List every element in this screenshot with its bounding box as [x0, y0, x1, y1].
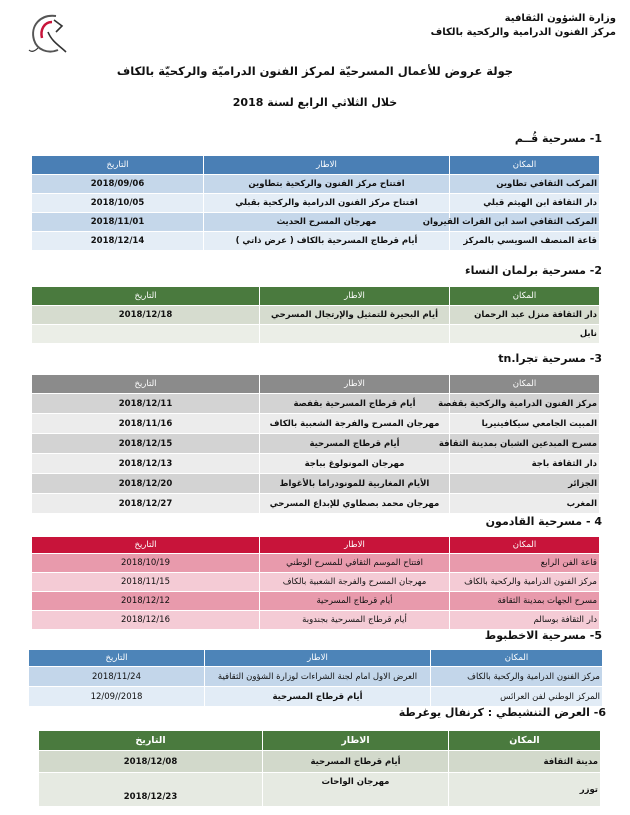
cell-date: 2018//12/09	[29, 687, 205, 707]
section-heading-4: 4 - مسرحية القادمون	[485, 515, 602, 528]
cell-place: المغرب	[450, 494, 600, 514]
column-header-place: المكان	[450, 156, 600, 175]
table-row	[32, 494, 600, 514]
table-row	[32, 414, 600, 434]
table-row	[32, 306, 600, 325]
cell-place: الجزائر	[450, 474, 600, 494]
schedule-table-3	[31, 374, 600, 514]
column-header-date: التاريخ	[32, 537, 260, 554]
cell-date	[32, 325, 260, 344]
table-row	[32, 194, 600, 213]
cell-date: 2018/12/15	[32, 434, 260, 454]
cell-frame: أيام البحيرة للتمثيل والإرتجال المسرحي	[260, 306, 450, 325]
cell-date: 2018/12/08	[39, 751, 263, 773]
cell-frame: مهرجان المونولوغ بباجة	[260, 454, 450, 474]
cell-date: 2018/11/01	[32, 213, 204, 232]
schedule-table-5	[28, 649, 603, 707]
cell-place: المبيت الجامعي سيكافينيريا	[450, 414, 600, 434]
column-header-place: المكان	[431, 650, 603, 667]
cell-frame: العرض الاول امام لجنة الشراءات لوزارة الشؤون الثقافية	[205, 667, 431, 687]
page-title: جولة عروض للأعمال المسرحيّة لمركز الفنون الدراميّة والركحيّة بالكاف	[116, 64, 514, 78]
column-header-frame: الاطار	[204, 156, 450, 175]
cell-date: 2018/12/20	[32, 474, 260, 494]
column-header-date: التاريخ	[32, 156, 204, 175]
table-header-row	[39, 731, 601, 751]
table-row	[32, 611, 600, 630]
table-row	[29, 687, 603, 707]
table-row	[39, 773, 601, 807]
cell-place: المركب الثقافي تطاوين	[450, 175, 600, 194]
schedule-table-2	[31, 286, 600, 344]
cell-frame: أيام قرطاج المسرحية بجندوبة	[260, 611, 450, 630]
cell-place: مسرح الجهات بمدينة الثقافة	[450, 592, 600, 611]
table-header-row	[32, 287, 600, 306]
table-header-row	[32, 375, 600, 394]
cell-frame: افتتاح الموسم الثقافي للمسرح الوطني	[260, 554, 450, 573]
cell-place: المركب الثقافي اسد ابن الفرات القيروان	[450, 213, 600, 232]
cell-place: نابل	[450, 325, 600, 344]
cell-frame: أيام قرطاج المسرحية	[260, 434, 450, 454]
column-header-date: التاريخ	[32, 375, 260, 394]
cell-place: قاعة المنصف السويسي بالمركز	[450, 232, 600, 251]
cell-place: مركز الفنون الدرامية والركحية بقفصة	[450, 394, 600, 414]
ministry-header	[431, 12, 616, 40]
cell-place: مركز الفنون الدرامية والركحية بالكاف	[450, 573, 600, 592]
section-heading-3: 3- مسرحية تجرا.tn	[498, 352, 602, 365]
schedule-table-1	[31, 155, 600, 251]
cell-date: 2018/12/23	[39, 773, 263, 807]
cell-place: مركز الفنون الدرامية والركحية بالكاف	[431, 667, 603, 687]
cell-date: 2018/12/12	[32, 592, 260, 611]
cell-date: 2018/12/27	[32, 494, 260, 514]
table-row	[32, 573, 600, 592]
table-row	[32, 592, 600, 611]
section-heading-1: 1- مسرحية قُــم	[514, 132, 602, 145]
section-heading-5: 5- مسرحية الاخطبوط	[484, 629, 602, 642]
column-header-frame: الاطار	[263, 731, 449, 751]
cell-frame: أيام قرطاج المسرحية	[260, 592, 450, 611]
cell-place: دار الثقافة بوسالم	[450, 611, 600, 630]
cell-date: 2018/09/06	[32, 175, 204, 194]
cell-place: دار الثقافة منزل عبد الرحمان	[450, 306, 600, 325]
cell-place: المركز الوطني لفن العرائس	[431, 687, 603, 707]
cell-place: دار الثقافة باجة	[450, 454, 600, 474]
schedule-table-6	[38, 730, 601, 807]
column-header-date: التاريخ	[39, 731, 263, 751]
column-header-place: المكان	[450, 287, 600, 306]
table-header-row	[32, 537, 600, 554]
schedule-table-4	[31, 536, 600, 630]
table-row	[32, 325, 600, 344]
cell-date: 2018/11/15	[32, 573, 260, 592]
column-header-frame: الاطار	[260, 287, 450, 306]
cell-date: 2018/11/24	[29, 667, 205, 687]
cell-frame: أيام قرطاج المسرحية بقفصة	[260, 394, 450, 414]
table-row	[32, 474, 600, 494]
table-row	[32, 175, 600, 194]
section-heading-2: 2- مسرحية برلمان النساء	[465, 264, 602, 277]
table-row	[32, 394, 600, 414]
cell-place: قاعة الفن الرابع	[450, 554, 600, 573]
cell-date: 2018/12/13	[32, 454, 260, 474]
table-header-row	[32, 156, 600, 175]
cell-frame: مهرجان الواحات	[263, 773, 449, 807]
cell-date: 2018/12/11	[32, 394, 260, 414]
section-heading-6: 6- العرض التنشيطي : كرنفال يوغرطة	[398, 706, 606, 719]
cell-frame: مهرجان محمد بصطاوي للإبداع المسرحي	[260, 494, 450, 514]
table-row	[32, 434, 600, 454]
cell-date: 2018/12/14	[32, 232, 204, 251]
column-header-frame: الاطار	[205, 650, 431, 667]
column-header-frame: الاطار	[260, 375, 450, 394]
cell-frame: مهرجان المسرح الحديث	[204, 213, 450, 232]
cell-frame: افتتاح مركز الفنون والركحية بتطاوين	[204, 175, 450, 194]
cell-date: 2018/10/19	[32, 554, 260, 573]
cell-date: 2018/12/16	[32, 611, 260, 630]
table-row	[32, 454, 600, 474]
cell-place: مسرح المبدعين الشبان بمدينة الثقافة	[450, 434, 600, 454]
cell-date: 2018/12/18	[32, 306, 260, 325]
table-row	[32, 554, 600, 573]
column-header-place: المكان	[449, 731, 601, 751]
center-logo-icon	[26, 12, 72, 56]
column-header-date: التاريخ	[32, 287, 260, 306]
column-header-date: التاريخ	[29, 650, 205, 667]
cell-frame: مهرجان المسرح والفرجة الشعبية بالكاف	[260, 573, 450, 592]
column-header-place: المكان	[450, 375, 600, 394]
cell-frame: أيام قرطاج المسرحية	[263, 751, 449, 773]
column-header-frame: الاطار	[260, 537, 450, 554]
ministry-name: وزارة الشؤون الثقافية	[504, 13, 616, 24]
cell-date: 2018/11/16	[32, 414, 260, 434]
table-row	[32, 213, 600, 232]
table-row	[32, 232, 600, 251]
cell-date: 2018/10/05	[32, 194, 204, 213]
cell-place: توزر	[449, 773, 601, 807]
cell-frame: الأيام المغاربية للمونودراما بالأغواط	[260, 474, 450, 494]
table-header-row	[29, 650, 603, 667]
cell-place: دار الثقافة ابن الهيثم قبلي	[450, 194, 600, 213]
page-subtitle: خلال الثلاثي الرابع لسنة 2018	[232, 96, 398, 109]
center-name: مركز الفنون الدرامية والركحية بالكاف	[430, 27, 616, 38]
cell-frame	[260, 325, 450, 344]
cell-place: مدينة الثقافة	[449, 751, 601, 773]
column-header-place: المكان	[450, 537, 600, 554]
cell-frame: مهرجان المسرح والفرجة الشعبية بالكاف	[260, 414, 450, 434]
table-row	[29, 667, 603, 687]
cell-frame: أيام قرطاج المسرحية بالكاف ( عرض ذاتي )	[204, 232, 450, 251]
cell-frame: افتتاح مركز الفنون الدرامية والركحية بقبلي	[204, 194, 450, 213]
cell-frame: أيام قرطاج المسرحية	[205, 687, 431, 707]
table-row	[39, 751, 601, 773]
